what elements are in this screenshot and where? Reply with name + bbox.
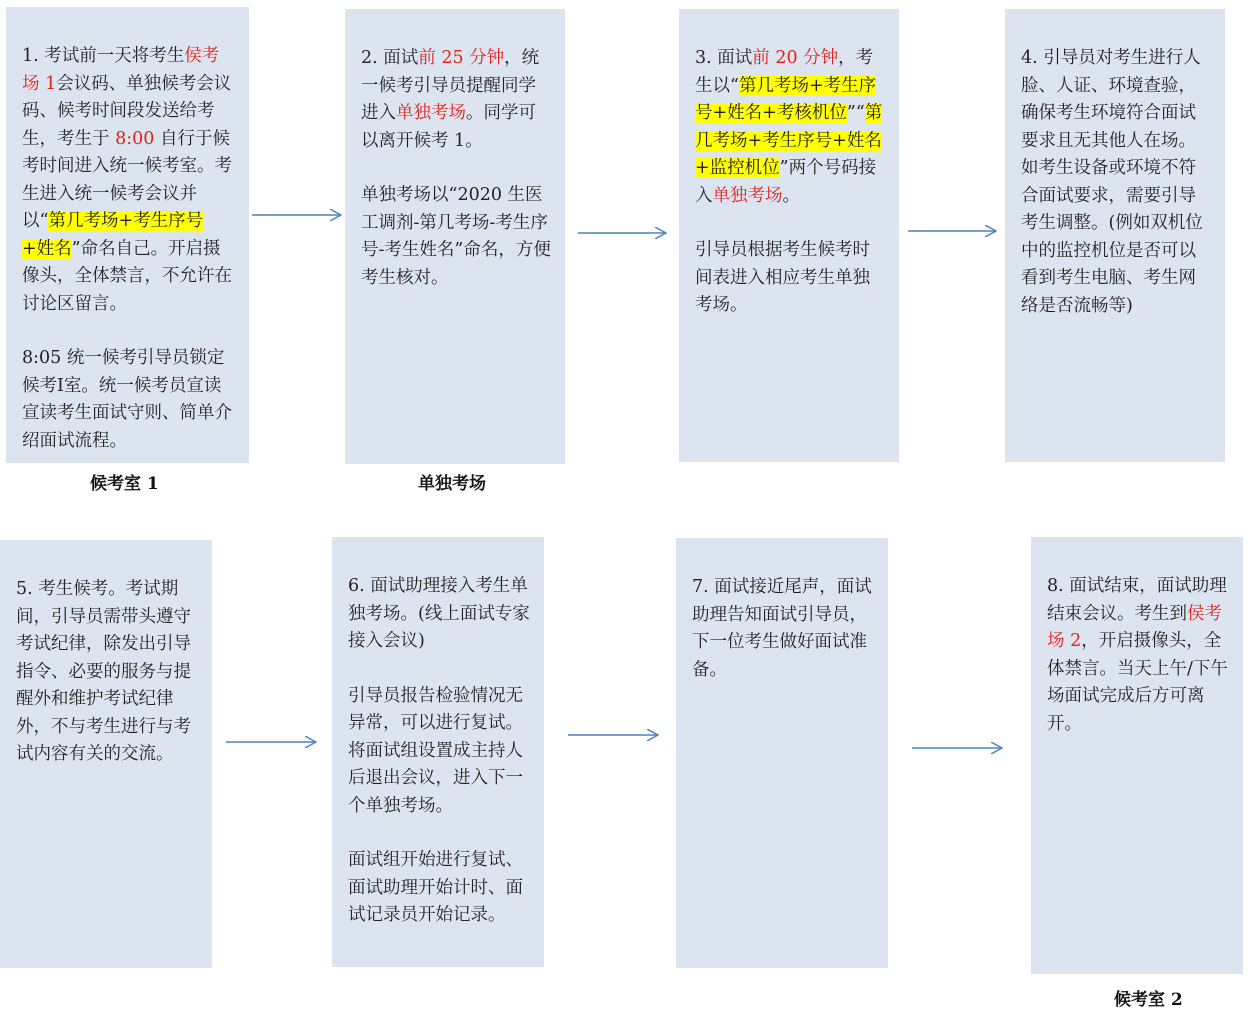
step-5-text: 5. 考生候考。考试期间，引导员需带头遵守考试纪律，除发出引导指令、必要的服务与提醒外和维护考试纪律外，不与考生进行与考试内容有关的交流。 bbox=[16, 579, 191, 764]
step-4-text: 4. 引导员对考生进行人脸、人证、环境查验，确保考生环境符合面试要求且无其他人在场。如考生设备或环境不符合面试要求，需要引导考生调整。(例如双机位中的监控机位是否可以看到考生电脑、考生网络是否流畅等) bbox=[1021, 48, 1203, 316]
step-1-text: 1. 考试前一天将考生侯考场 1会议码、单独候考会议码、候考时间段发送给考生，考生于 8:00 自行于候考时间进入统一候考室。考生进入统一候考会议并以“第几考场+考生序号+姓名”命名自己。开启摄像头，全体禁言，不允许在讨论区留言。 bbox=[22, 46, 232, 314]
step-1-note: 8:05 统一候考引导员锁定候考Ⅰ室。统一候考员宣读宣读考生面试守则、简单介绍面试流程。 bbox=[22, 348, 232, 451]
caption-waiting-room-1: 候考室 1 bbox=[90, 474, 159, 494]
step-3-text: 3. 面试前 20 分钟，考生以“第几考场+考生序号+姓名+考核机位”“第几考场+考生序号+姓名+监控机位”两个号码接入单独考场。 bbox=[695, 48, 883, 206]
step-6-text: 6. 面试助理接入考生单独考场。(线上面试专家接入会议) bbox=[348, 576, 530, 651]
caption-single-exam-room: 单独考场 bbox=[418, 474, 486, 494]
step-8-text: 8. 面试结束，面试助理结束会议。考生到侯考场 2，开启摄像头，全体禁言。当天上午/下午场面试完成后方可离开。 bbox=[1047, 576, 1228, 734]
step-6-note-2: 面试组开始进行复试、面试助理开始计时、面试记录员开始记录。 bbox=[348, 850, 523, 925]
step-2-text: 2. 面试前 25 分钟，统一候考引导员提醒同学进入单独考场。同学可以离开候考 1。 bbox=[361, 48, 540, 151]
step-7-text: 7. 面试接近尾声，面试助理告知面试引导员，下一位考生做好面试准备。 bbox=[692, 577, 872, 680]
step-3-note: 引导员根据考生候考时间表进入相应考生单独考场。 bbox=[695, 240, 870, 315]
caption-waiting-room-2: 候考室 2 bbox=[1114, 990, 1183, 1010]
step-2-note: 单独考场以“2020 生医工调剂-第几考场-考生序号-考生姓名”命名，方便考生核对。 bbox=[361, 185, 551, 288]
step-6-note: 引导员报告检验情况无异常，可以进行复试。将面试组设置成主持人后退出会议，进入下一个单独考场。 bbox=[348, 685, 523, 816]
